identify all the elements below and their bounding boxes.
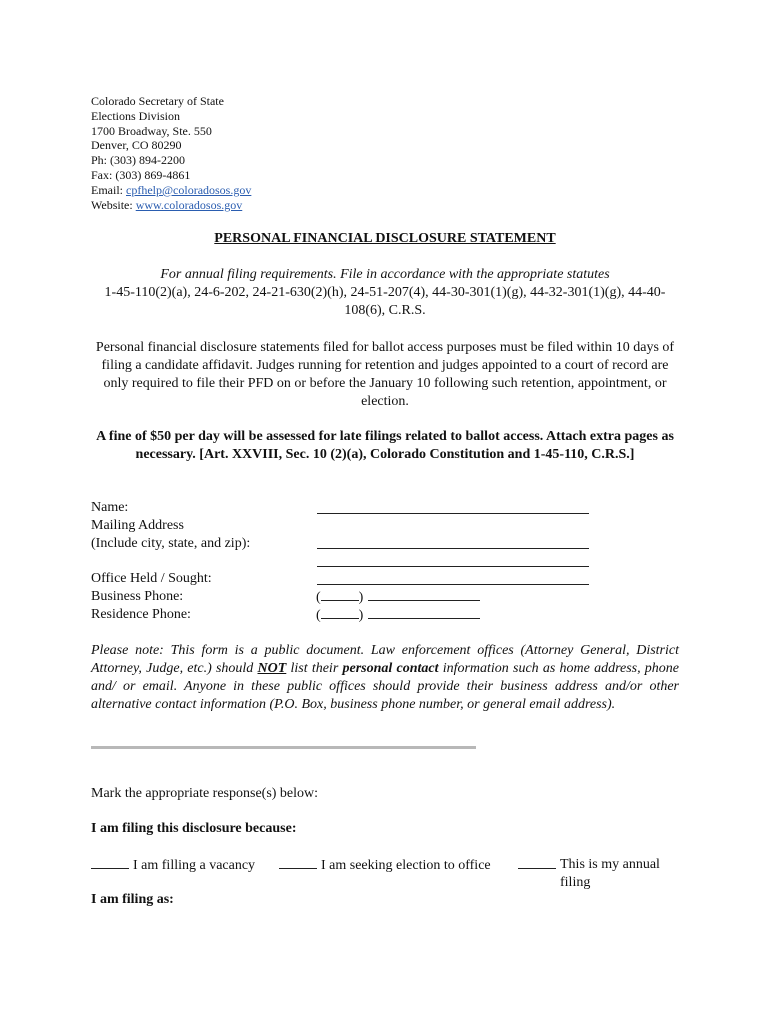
filing-because-heading: I am filing this disclosure because: [91,821,297,836]
email-label: Email: [91,182,126,197]
subtitle [90,266,680,320]
note-part-2: list their [286,661,343,676]
address-fax: Fax: (303) 869-4861 [91,167,191,182]
fine-notice: A fine of $50 per day will be assessed for late filings related to ballot access. Attach extra pages as necessary. [Art. XXVIII, Sec. 10 (2)(a), Colorado Constitution and 1-45-110, C.R.S.] [96,429,674,462]
residence-phone-paren-open: ( [316,608,321,623]
sos-address-block [91,94,251,212]
section-divider [91,746,476,749]
address-email-row [91,183,251,198]
residence-phone-field[interactable] [316,606,480,625]
business-phone-field[interactable] [316,588,480,607]
option-election[interactable] [279,856,491,875]
option-annual[interactable] [518,856,680,892]
mark-instruction: Mark the appropriate response(s) below: [91,786,319,801]
office-field[interactable] [317,584,589,585]
office-label: Office Held / Sought: [91,571,212,586]
email-link[interactable]: cpfhelp@coloradosos.gov [126,182,252,197]
election-blank[interactable] [279,856,317,869]
mailing-address-label: Mailing Address [91,518,184,533]
filing-as-heading: I am filing as: [91,892,174,907]
intro-paragraph: Personal financial disclosure statements filed for ballot access purposes must be filed within 10 days of filing a candidate affidavit. Judges running for retention and judges appointed to a court of record are only required to file their PFD on or before the January 10 following such retention, appointment, or election. [95,340,675,409]
vacancy-blank[interactable] [91,856,129,869]
subtitle-italic: For annual filing requirements. File in accordance with the appropriate statutes [160,267,610,282]
note-not: NOT [257,661,287,676]
mailing-address-hint: (Include city, state, and zip): [91,536,251,551]
public-document-note [91,642,679,714]
residence-phone-paren-close: ) [358,608,364,623]
address-phone: Ph: (303) 894-2200 [91,153,185,168]
business-area-code-blank[interactable] [321,588,359,601]
document-title: PERSONAL FINANCIAL DISCLOSURE STATEMENT [214,231,556,246]
address-line-2: Elections Division [91,108,180,123]
address-line-1: Colorado Secretary of State [91,94,224,108]
mailing-address-field-1[interactable] [317,548,589,549]
vacancy-label: I am filling a vacancy [133,858,256,873]
business-phone-paren-open: ( [316,590,321,605]
annual-blank[interactable] [518,856,556,869]
business-phone-paren-close: ) [358,590,364,605]
mailing-address-field-2[interactable] [317,566,589,567]
election-label: I am seeking election to office [321,858,491,873]
note-part-3: information such as home address, phone and/ or email. Anyone in these public offices should provide their business address and/or other alternative contact information (P.O. Box, business phone number, or general email address). [91,661,680,712]
annual-label: This is my annual filing [560,857,660,890]
name-label: Name: [91,500,129,515]
website-link[interactable]: www.coloradosos.gov [135,197,243,212]
note-part-1: Please note: This form is a public document. Law enforcement offices (Attorney General, District Attorney, Judge, etc.) should [91,643,679,676]
name-field[interactable] [317,513,589,514]
note-personal-contact: personal contact [342,661,439,676]
business-number-blank[interactable] [368,588,480,601]
website-label: Website: [91,197,136,212]
address-line-3: 1700 Broadway, Ste. 550 [91,123,212,138]
residence-phone-label: Residence Phone: [91,607,191,622]
option-vacancy[interactable] [91,856,255,875]
subtitle-statutes: 1-45-110(2)(a), 24-6-202, 24-21-630(2)(h), 24-51-207(4), 44-30-301(1)(g), 44-32-301(1)(g), 44-40-108(6), C.R.S. [104,285,666,318]
address-website-row [91,198,251,213]
business-phone-label: Business Phone: [91,589,184,604]
address-line-4: Denver, CO 80290 [91,138,182,153]
residence-area-code-blank[interactable] [321,606,359,619]
residence-number-blank[interactable] [368,606,480,619]
